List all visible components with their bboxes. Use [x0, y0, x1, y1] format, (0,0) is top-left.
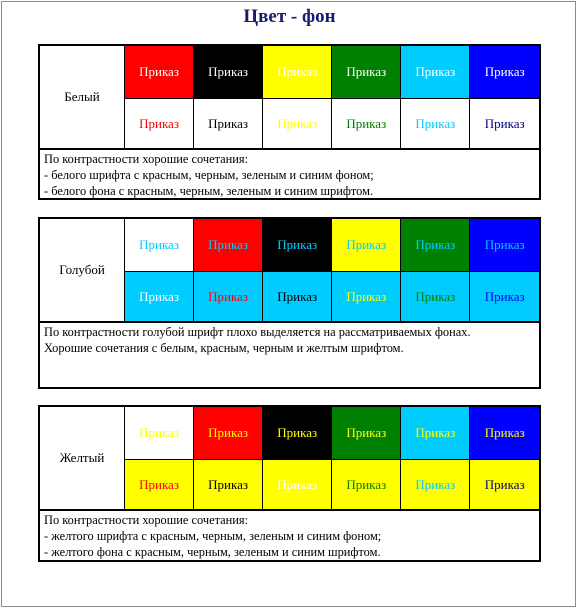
block-white [38, 44, 541, 200]
swatch-cell: Приказ [470, 219, 539, 272]
swatch-cell: Приказ [470, 272, 539, 322]
swatch-cell: Приказ [332, 99, 401, 149]
note-line: - желтого шрифта с красным, черным, зеленым и синим фоном; [44, 529, 382, 543]
swatch-cell: Приказ [194, 99, 263, 149]
swatch-cell: Приказ [125, 219, 194, 272]
note-line: По контрастности голубой шрифт плохо выделяется на рассматриваемых фонах. [44, 325, 471, 339]
swatch-cell: Приказ [263, 219, 332, 272]
block-label: Желтый [40, 407, 125, 510]
swatch-cell: Приказ [401, 460, 470, 510]
swatch-cell: Приказ [401, 219, 470, 272]
swatch-cell: Приказ [194, 407, 263, 460]
note-line: Хорошие сочетания с белым, красным, черным и желтым шрифтом. [44, 341, 404, 355]
note-line: - желтого фона с красным, черным, зеленым и синим шрифтом. [44, 545, 381, 559]
swatch-cell: Приказ [470, 460, 539, 510]
swatch-cell: Приказ [125, 460, 194, 510]
swatch-cell: Приказ [194, 219, 263, 272]
swatch-table-white [40, 46, 539, 149]
swatch-cell: Приказ [332, 460, 401, 510]
swatch-cell: Приказ [470, 407, 539, 460]
swatch-cell: Приказ [263, 46, 332, 99]
swatch-cell: Приказ [194, 272, 263, 322]
swatch-cell: Приказ [332, 272, 401, 322]
swatch-cell: Приказ [263, 99, 332, 149]
swatch-cell: Приказ [125, 407, 194, 460]
contrast-note [40, 322, 539, 358]
swatch-cell: Приказ [332, 407, 401, 460]
swatch-cell: Приказ [263, 460, 332, 510]
swatch-cell: Приказ [470, 99, 539, 149]
block-yellow [38, 405, 541, 562]
block-label: Голубой [40, 219, 125, 322]
swatch-cell: Приказ [263, 272, 332, 322]
swatch-cell: Приказ [470, 46, 539, 99]
swatch-cell: Приказ [125, 272, 194, 322]
swatch-cell: Приказ [401, 272, 470, 322]
page-title: Цвет - фон [243, 6, 336, 27]
swatch-cell: Приказ [332, 219, 401, 272]
swatch-cell: Приказ [401, 407, 470, 460]
swatch-cell: Приказ [125, 46, 194, 99]
swatch-table-yellow [40, 407, 539, 510]
swatch-cell: Приказ [194, 460, 263, 510]
note-line: По контрастности хорошие сочетания: [44, 513, 249, 527]
block-light-blue [38, 217, 541, 389]
note-line: По контрастности хорошие сочетания: [44, 152, 249, 166]
swatch-cell: Приказ [401, 99, 470, 149]
note-line: - белого шрифта с красным, черным, зеленым и синим фоном; [44, 168, 374, 182]
block-label: Белый [40, 46, 125, 149]
contrast-note [40, 149, 539, 201]
swatch-table-light-blue [40, 219, 539, 322]
swatch-cell: Приказ [125, 99, 194, 149]
swatch-cell: Приказ [194, 46, 263, 99]
contrast-note [40, 510, 539, 562]
swatch-cell: Приказ [332, 46, 401, 99]
swatch-cell: Приказ [401, 46, 470, 99]
swatch-cell: Приказ [263, 407, 332, 460]
note-line: - белого фона с красным, черным, зеленым и синим шрифтом. [44, 184, 374, 198]
